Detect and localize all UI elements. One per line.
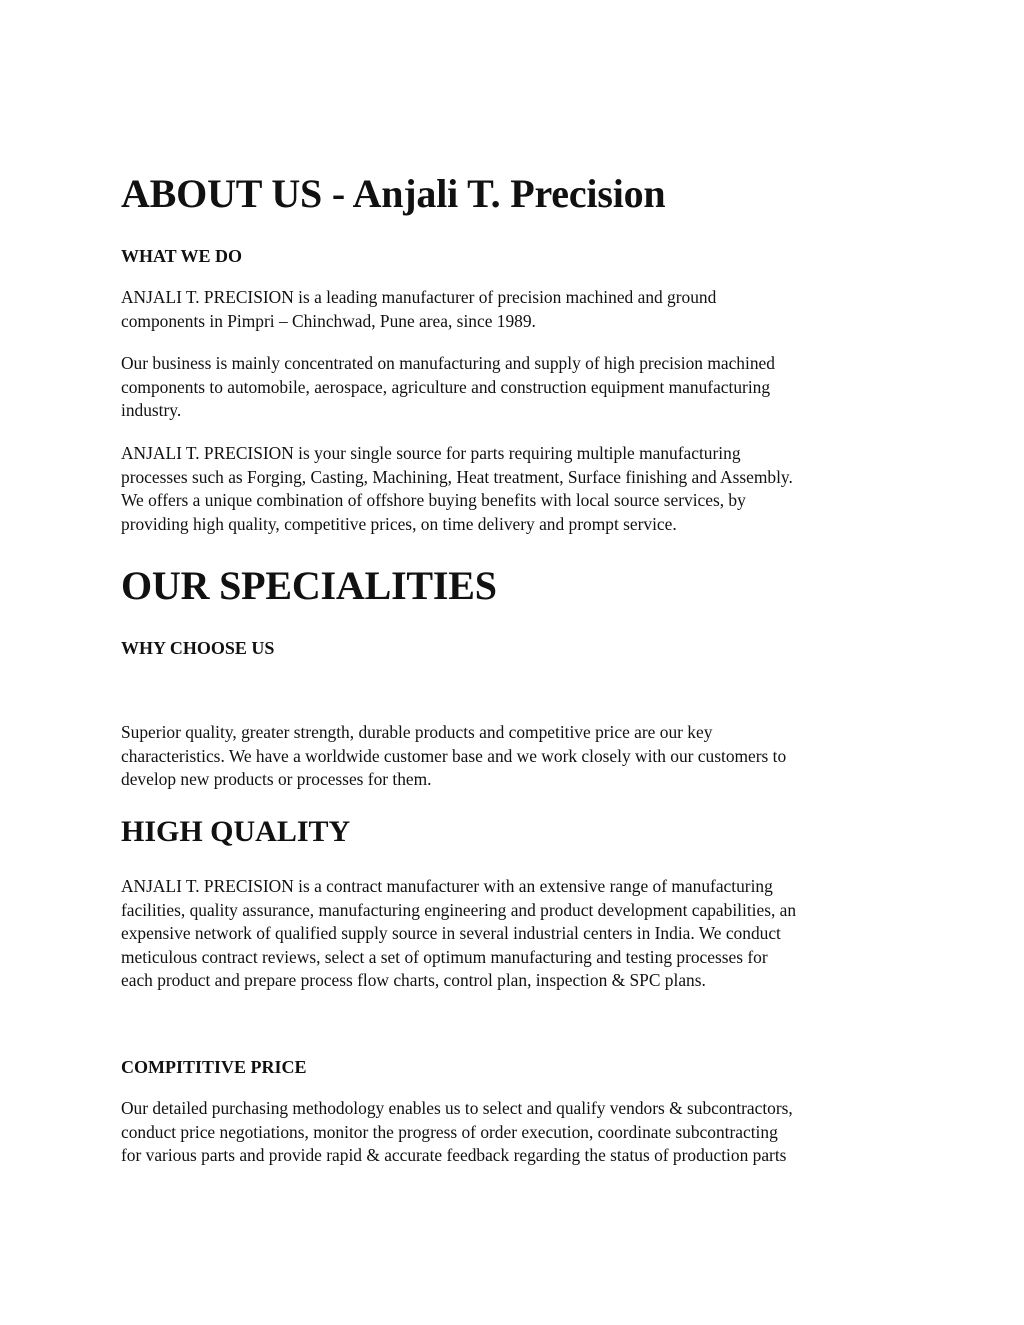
text-line: ANJALI T. PRECISION is your single source for parts requiring multiple manufacturing [121, 443, 741, 463]
text-line: expensive network of qualified supply source in several industrial centers in India. We conduct [121, 923, 781, 943]
what-we-do-paragraph-1 [121, 286, 911, 333]
text-line: develop new products or processes for them. [121, 769, 432, 789]
text-line: characteristics. We have a worldwide customer base and we work closely with our customers to [121, 745, 787, 766]
text-line: Our detailed purchasing methodology enables us to select and qualify vendors & subcontractors, [121, 1098, 793, 1118]
what-we-do-paragraph-3 [121, 442, 911, 536]
text-line: components to automobile, aerospace, agriculture and construction equipment manufacturing [121, 376, 771, 397]
text-line: each product and prepare process flow charts, control plan, inspection & SPC plans. [121, 970, 706, 990]
specialities-heading: OUR SPECIALITIES [121, 563, 497, 608]
what-we-do-heading: WHAT WE DO [121, 246, 243, 266]
specialities-paragraph [121, 721, 911, 792]
text-line: for various parts and provide rapid & accurate feedback regarding the status of production parts [121, 1145, 787, 1165]
text-line: meticulous contract reviews, select a set of optimum manufacturing and testing processes for [121, 946, 768, 967]
text-line: Our business is mainly concentrated on manufacturing and supply of high precision machined [121, 353, 775, 373]
text-line: Superior quality, greater strength, durable products and competitive price are our key [121, 722, 713, 742]
text-line: processes such as Forging, Casting, Machining, Heat treatment, Surface finishing and Assembly. [121, 466, 793, 487]
text-line: ANJALI T. PRECISION is a leading manufacturer of precision machined and ground [121, 287, 717, 307]
text-line: conduct price negotiations, monitor the progress of order execution, coordinate subcontracting [121, 1121, 778, 1142]
what-we-do-paragraph-2 [121, 352, 911, 423]
competitive-price-paragraph [121, 1097, 911, 1168]
text-line: We offers a unique combination of offshore buying benefits with local source services, by [121, 490, 746, 510]
text-line: facilities, quality assurance, manufacturing engineering and product development capabilities, an [121, 899, 797, 920]
competitive-price-heading: COMPITITIVE PRICE [121, 1057, 307, 1077]
text-line: components in Pimpri – Chinchwad, Pune area, since 1989. [121, 310, 536, 331]
text-line: ANJALI T. PRECISION is a contract manufacturer with an extensive range of manufacturing [121, 876, 773, 896]
text-line: industry. [121, 400, 182, 420]
high-quality-paragraph [121, 875, 911, 993]
why-choose-us-heading: WHY CHOOSE US [121, 638, 275, 658]
page-title: ABOUT US - Anjali T. Precision [121, 171, 666, 216]
high-quality-heading: HIGH QUALITY [121, 815, 351, 848]
text-line: providing high quality, competitive prices, on time delivery and prompt service. [121, 513, 677, 534]
